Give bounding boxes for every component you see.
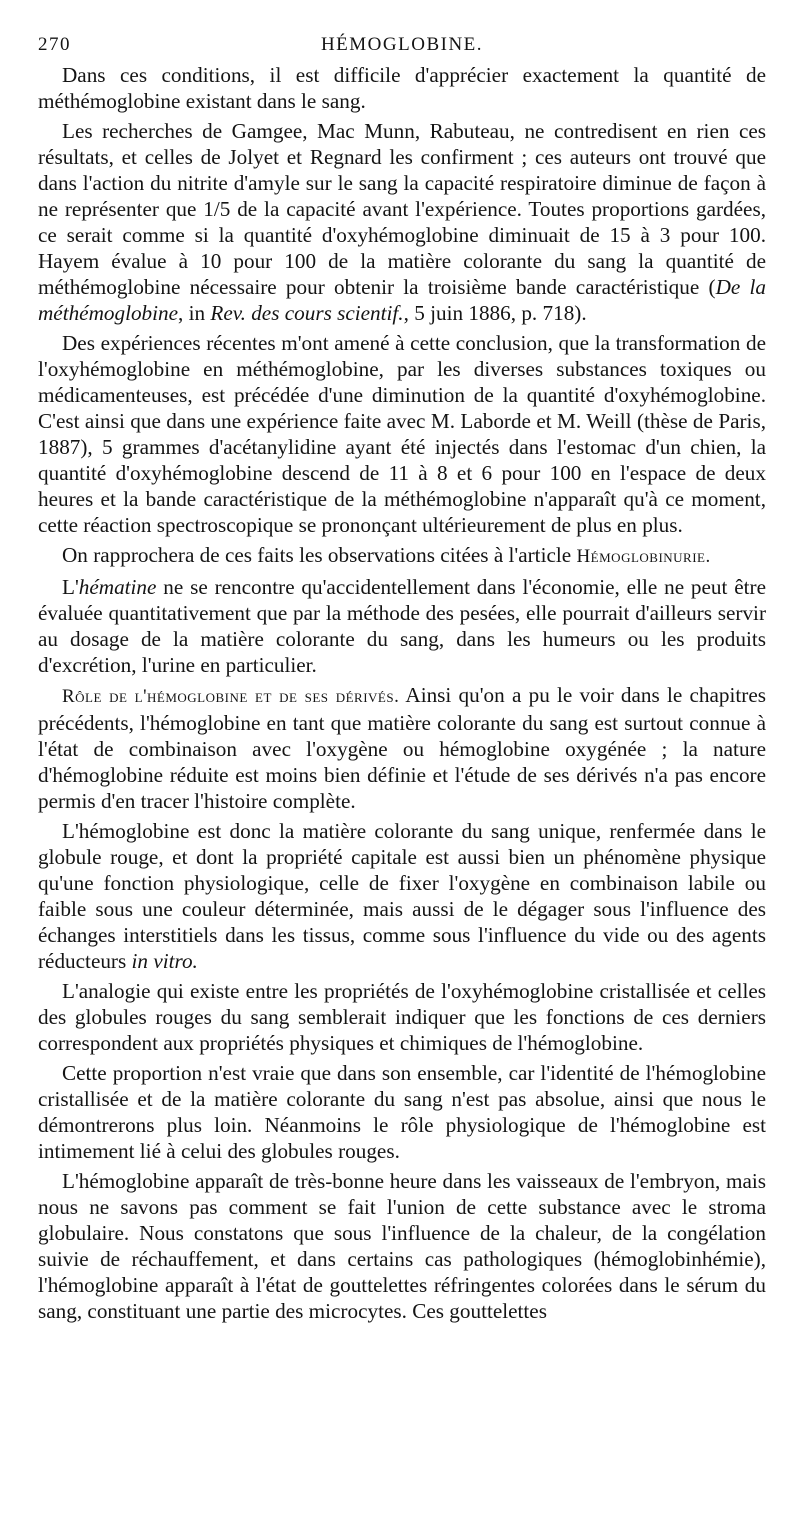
- paragraph-2-italic-journal: Rev. des cours scientif.: [210, 301, 404, 325]
- paragraph-7-italic: in vitro.: [131, 949, 198, 973]
- page-header: [38, 28, 766, 62]
- body-text: [38, 62, 766, 1324]
- paragraph-2-italic-title: De la méthémoglobine: [38, 275, 766, 325]
- paragraph-2: [38, 118, 766, 326]
- paragraph-4: [38, 542, 766, 570]
- paragraph-5: [38, 574, 766, 678]
- paragraph-1: Dans ces conditions, il est difficile d'apprécier exactement la quantité de méthémoglobine existant dans le sang.: [38, 63, 766, 113]
- paragraph-4-cross-reference: Hémoglobinurie.: [576, 546, 711, 567]
- paragraph-2-text-b: , in: [178, 301, 211, 325]
- paragraph-4-text: On rapprochera de ces faits les observations citées à l'article: [62, 543, 577, 567]
- running-title: HÉMOGLOBINE.: [320, 34, 484, 55]
- page-number: 270: [38, 34, 71, 55]
- paragraph-7-text: L'hémoglobine est donc la matière colorante du sang unique, renfermée dans le globule rouge, et dont la propriété capitale est aussi bien un phénomène physique qu'une fonction physiologique, celle de fixer l'oxygène en combinaison labile ou faible sous une couleur déterminée, mais aussi de le dégager sous l'influence des échanges interstitiels dans les tissus, comme sous l'influence du vide ou des agents réducteurs: [38, 819, 766, 973]
- paragraph-8: L'analogie qui existe entre les propriétés de l'oxyhémoglobine cristallisée et celles des globules rouges du sang semblerait indiquer que les fonctions de ces derniers correspondent aux propriétés physiques et chimiques de l'hémoglobine.: [38, 979, 766, 1055]
- paragraph-5-text: ne se rencontre qu'accidentellement dans l'économie, elle ne peut être évaluée quantitativement que par la méthode des pesées, elle pourrait d'ailleurs servir au dosage de la matière colorante du sang, dans les humeurs ou les produits d'excrétion, l'urine en particulier.: [38, 575, 766, 677]
- paragraph-3: Des expériences récentes m'ont amené à cette conclusion, que la transformation de l'oxyhémoglobine en méthémoglobine, par les diverses substances toxiques ou médicamenteuses, est précédée d'une diminution de la quantité d'oxyhémoglobine. C'est ainsi que dans une expérience faite avec M. Laborde et M. Weill (thèse de Paris, 1887), 5 grammes d'acétanylidine ayant été injectés dans l'estomac d'un chien, la quantité d'oxyhémoglobine descend de 11 à 8 et 6 pour 100 en l'espace de deux heures et la bande caractéristique de la méthémoglobine n'apparaît qu'à ce moment, cette réaction spectroscopique se prononçant ultérieurement de plus en plus.: [38, 331, 766, 537]
- paragraph-2-text-a: Les recherches de Gamgee, Mac Munn, Rabuteau, ne contredisent en rien ces résultats, et celles de Jolyet et Regnard les confirment ; ces auteurs ont trouvé que dans l'action du nitrite d'amyle sur le sang la capacité respiratoire diminue de façon à ne représenter que 1/5 de la capacité avant l'expérience. Toutes proportions gardées, ce serait comme si la quantité d'oxyhémoglobine diminuait de 15 à 3 pour 100. Hayem évalue à 10 pour 100 de la matière colorante du sang la quantité de méthémoglobine nécessaire pour obtenir la troisième bande caractéristique (: [38, 119, 766, 299]
- paragraph-5-italic-term: hématine: [78, 575, 157, 599]
- paragraph-9: Cette proportion n'est vraie que dans son ensemble, car l'identité de l'hémoglobine cristallisée et de la matière colorante du sang n'est pas absolue, ainsi que nous le démontrerons plus loin. Néanmoins le rôle physiologique de l'hémoglobine est intimement lié à celui des globules rouges.: [38, 1061, 766, 1163]
- paragraph-5-prefix: L': [62, 575, 79, 599]
- paragraph-7: [38, 818, 766, 974]
- paragraph-6: [38, 682, 766, 814]
- section-heading: Rôle de l'hémoglobine et de ses dérivés.: [62, 686, 400, 707]
- paragraph-10: L'hémoglobine apparaît de très-bonne heure dans les vaisseaux de l'embryon, mais nous ne savons pas comment se fait l'union de cette substance avec le stroma globulaire. Nous constatons que sous l'influence de la chaleur, de la congélation suivie de réchauffement, et dans certains cas pathologiques (hémoglobinhémie), l'hémoglobine apparaît à l'état de gouttelettes réfringentes colorées dans le sérum du sang, constituant une partie des microcytes. Ces gouttelettes: [38, 1169, 766, 1323]
- paragraph-6-text: Ainsi qu'on a pu le voir dans le chapitres précédents, l'hémoglobine en tant que matière colorante du sang est surtout connue à l'état de combinaison avec l'oxygène ou hémoglobine oxygénée ; la nature d'hémoglobine réduite est moins bien définie et l'étude de ses dérivés n'a pas encore permis d'en tracer l'histoire complète.: [38, 683, 766, 813]
- paragraph-2-text-c: , 5 juin 1886, p. 718).: [403, 301, 587, 325]
